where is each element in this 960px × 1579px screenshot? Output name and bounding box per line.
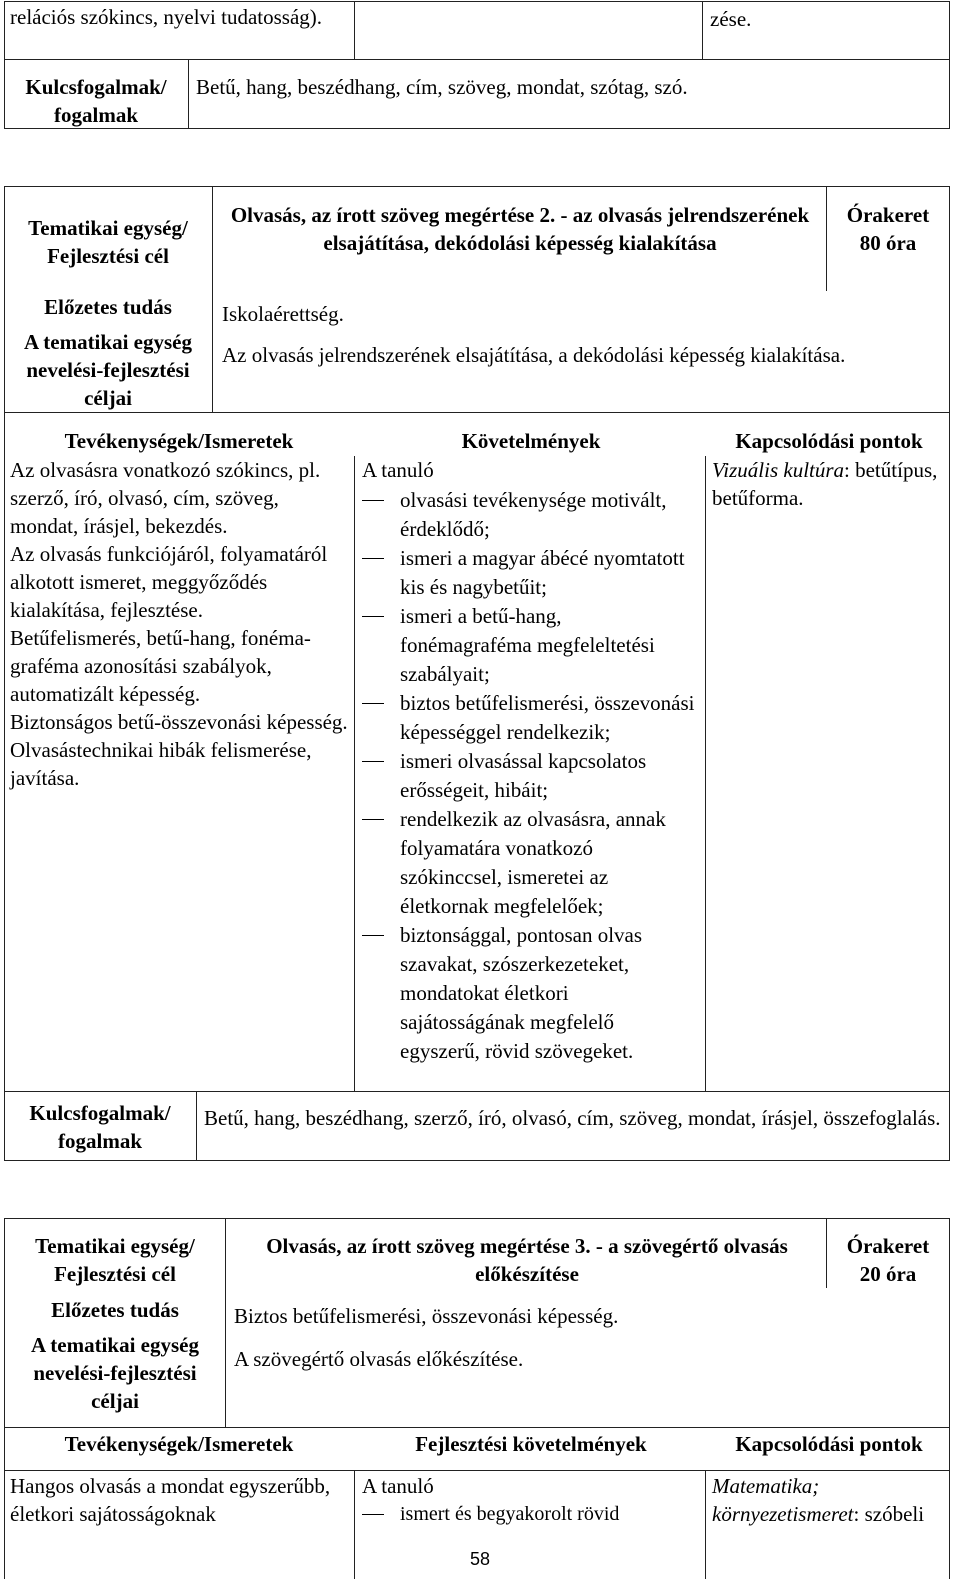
unit2-activity-item: Az olvasásra vonatkozó szókincs, pl. szerző, író, olvasó, cím, szöveg, mondat, írásjel, bekezdés. — [10, 458, 321, 538]
unit3-col-activities-header: Tevékenységek/Ismeretek — [64, 1432, 294, 1456]
unit2-col-requirements-header: Követelmények — [461, 429, 601, 453]
unit2-activity-item: Olvasástechnikai hibák felismerése, javítása. — [10, 738, 312, 790]
unit2-theme-label: Tematikai egység/ Fejlesztési cél — [28, 216, 188, 268]
unit3-theme-label: Tematikai egység/ Fejlesztési cél — [35, 1234, 195, 1286]
unit2-key-label: Kulcsfogalmak/ fogalmak — [29, 1101, 171, 1153]
unit3-links — [712, 1472, 942, 1528]
unit2-hours-value: 80 óra — [859, 231, 917, 255]
unit2-req-intro: A tanuló — [362, 458, 434, 482]
unit2-activity-item: Betűfelismerés, betű-hang, fonéma-graféma azonosítási szabályok, automatizált képesség. — [10, 626, 311, 706]
unit2-col-activities-header: Tevékenységek/Ismeretek — [64, 429, 294, 453]
unit2-goals-label: A tematikai egység nevelési-fejlesztési céljai — [24, 330, 192, 410]
unit3-goals-text: A szövegértő olvasás előkészítése. — [234, 1347, 524, 1371]
page-number: 58 — [469, 1549, 491, 1569]
unit3-hours-value: 20 óra — [859, 1262, 917, 1286]
unit2-requirement-item: ismeri a magyar ábécé nyomtatott kis és nagybetűit; — [362, 544, 698, 602]
unit3-requirement-item: ismert és begyakorolt rövid — [362, 1500, 698, 1528]
unit2-prior-label: Előzetes tudás — [44, 295, 172, 319]
unit2-requirement-item: ismeri olvasással kapcsolatos erősségeit, hibáit; — [362, 747, 698, 805]
unit2-activities — [10, 456, 350, 792]
unit2-activity-item: Az olvasás funkciójáról, folyamatáról alkotott ismeret, meggyőződés kialakítása, fejlesztése. — [10, 542, 328, 622]
unit2-links-text: : betűtípus, betűforma. — [712, 458, 938, 510]
top-row1-left: relációs szókincs, nyelvi tudatosság). — [10, 5, 323, 29]
unit3-hours-label: Órakeret — [846, 1234, 930, 1258]
unit2-prior-text: Iskolaérettség. — [222, 302, 344, 326]
unit3-requirements — [362, 1472, 698, 1528]
unit2-requirements — [362, 456, 698, 1066]
unit2-requirement-item: biztos betűfelismerési, összevonási képességgel rendelkezik; — [362, 689, 698, 747]
unit2-title: Olvasás, az írott szöveg megértése 2. - az olvasás jelrendszerének elsajátítása, dekódolási képesség kialakítása — [230, 203, 810, 255]
unit2-requirement-item: rendelkezik az olvasásra, annak folyamatára vonatkozó szókinccsel, ismeretei az életkornak megfelelőek; — [362, 805, 698, 921]
unit2-links — [712, 456, 942, 512]
unit3-links-text: : szóbeli — [853, 1502, 925, 1526]
unit2-requirement-item: ismeri a betű-hang, fonémagraféma megfeleltetési szabályait; — [362, 602, 698, 689]
unit3-col-requirements-header: Fejlesztési követelmények — [415, 1432, 647, 1456]
unit2-col-links-header: Kapcsolódási pontok — [735, 429, 923, 453]
unit3-goals-label: A tematikai egység nevelési-fejlesztési céljai — [31, 1333, 199, 1413]
unit2-goals-text: Az olvasás jelrendszerének elsajátítása, a dekódolási képesség kialakítása. — [222, 343, 846, 367]
unit3-req-intro: A tanuló — [362, 1474, 434, 1498]
unit2-activity-item: Biztonságos betű-összevonási képesség. — [10, 710, 348, 734]
unit2-requirement-item: olvasási tevékenysége motivált, érdeklődő; — [362, 486, 698, 544]
unit3-col-links-header: Kapcsolódási pontok — [735, 1432, 923, 1456]
unit2-key-text: Betű, hang, beszédhang, szerző, író, olvasó, cím, szöveg, mondat, írásjel, összefoglalás. — [204, 1106, 941, 1130]
top-row1-right: zése. — [710, 7, 752, 31]
unit3-prior-label: Előzetes tudás — [51, 1298, 179, 1322]
unit3-title: Olvasás, az írott szöveg megértése 3. - a szövegértő olvasás előkészítése — [266, 1234, 788, 1286]
unit2-links-subject: Vizuális kultúra — [712, 458, 845, 482]
unit3-prior-text: Biztos betűfelismerési, összevonási képesség. — [234, 1304, 619, 1328]
unit3-activity: Hangos olvasás a mondat egyszerűbb, életkori sajátosságoknak — [10, 1474, 331, 1526]
top-key-label: Kulcsfogalmak/ fogalmak — [25, 75, 167, 127]
top-key-text: Betű, hang, beszédhang, cím, szöveg, mondat, szótag, szó. — [196, 75, 688, 99]
unit2-hours-label: Órakeret — [846, 203, 930, 227]
unit3-links-subject: Matematika; környezetismeret — [712, 1474, 854, 1526]
unit2-requirement-item: biztonsággal, pontosan olvas szavakat, szószerkezeteket, mondatokat életkori sajátosságának megfelelő egyszerű, rövid szövegeket. — [362, 921, 698, 1066]
